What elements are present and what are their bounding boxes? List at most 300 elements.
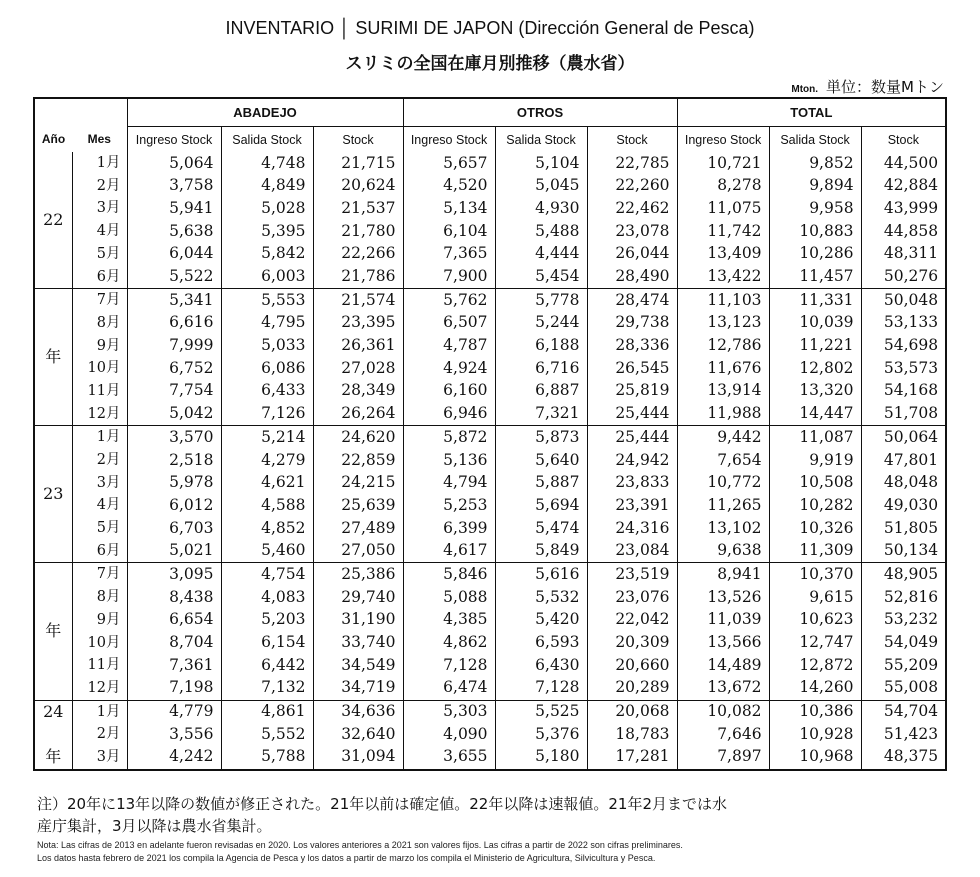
inventory-table (33, 97, 947, 771)
group-header-total: TOTAL (677, 98, 946, 127)
value-cell: 21,537 (313, 197, 403, 220)
table-row (34, 609, 946, 632)
value-cell: 31,094 (313, 746, 403, 770)
value-cell: 11,742 (677, 220, 769, 243)
value-cell: 5,522 (127, 265, 221, 288)
value-cell: 4,588 (221, 494, 313, 517)
value-cell: 11,988 (677, 403, 769, 426)
column-header-year: Año (41, 132, 66, 147)
value-cell: 6,160 (403, 380, 495, 403)
value-cell: 12,747 (769, 631, 861, 654)
value-cell: 5,028 (221, 197, 313, 220)
value-cell: 13,672 (677, 677, 769, 700)
value-cell: 53,133 (861, 312, 946, 335)
note-jp-line1: 注）20年に13年以降の数値が修正された。21年以前は確定値。22年以降は速報値。21年2月までは水 (37, 795, 727, 813)
value-cell: 10,928 (769, 723, 861, 746)
value-cell: 5,638 (127, 220, 221, 243)
value-cell: 14,489 (677, 654, 769, 677)
value-cell: 5,395 (221, 220, 313, 243)
month-cell: 1月 (72, 426, 127, 449)
value-cell: 4,242 (127, 746, 221, 770)
value-cell: 5,778 (495, 289, 587, 312)
year-cell (34, 723, 72, 746)
value-cell: 6,188 (495, 335, 587, 358)
value-cell: 7,900 (403, 265, 495, 288)
value-cell: 5,454 (495, 265, 587, 288)
value-cell: 50,064 (861, 426, 946, 449)
value-cell: 4,930 (495, 197, 587, 220)
group-header-abadejo: ABADEJO (127, 98, 403, 127)
table-row (34, 631, 946, 654)
value-cell: 5,788 (221, 746, 313, 770)
value-cell: 10,386 (769, 700, 861, 723)
value-cell: 9,615 (769, 586, 861, 609)
value-cell: 4,444 (495, 243, 587, 266)
value-cell: 5,203 (221, 609, 313, 632)
value-cell: 7,126 (221, 403, 313, 426)
header-blank (72, 98, 127, 127)
value-cell: 10,968 (769, 746, 861, 770)
value-cell: 13,320 (769, 380, 861, 403)
table-body (34, 152, 946, 770)
value-cell: 34,719 (313, 677, 403, 700)
month-cell: 4月 (96, 223, 121, 240)
value-cell: 5,064 (127, 152, 221, 175)
value-cell: 27,050 (313, 540, 403, 563)
value-cell: 7,754 (127, 380, 221, 403)
value-cell: 6,442 (221, 654, 313, 677)
month-cell: 11月 (87, 657, 121, 674)
value-cell: 6,104 (403, 220, 495, 243)
value-cell: 20,289 (587, 677, 677, 700)
value-cell: 11,265 (677, 494, 769, 517)
value-cell: 53,232 (861, 609, 946, 632)
value-cell: 6,474 (403, 677, 495, 700)
table-row (34, 494, 946, 517)
value-cell: 2,518 (127, 449, 221, 472)
value-cell: 53,573 (861, 357, 946, 380)
table-row (34, 289, 946, 312)
value-cell: 6,003 (221, 265, 313, 288)
unit-label (791, 76, 944, 97)
month-cell: 3月 (96, 748, 121, 765)
value-cell: 5,873 (495, 426, 587, 449)
value-cell: 23,391 (587, 494, 677, 517)
value-cell: 5,842 (221, 243, 313, 266)
value-cell: 21,786 (313, 265, 403, 288)
month-cell: 12月 (87, 405, 121, 422)
value-cell: 52,816 (861, 586, 946, 609)
value-cell: 27,489 (313, 517, 403, 540)
column-header-salida: Salida Stock (769, 127, 861, 153)
value-cell: 5,420 (495, 609, 587, 632)
value-cell: 5,552 (221, 723, 313, 746)
value-cell: 6,399 (403, 517, 495, 540)
value-cell: 5,532 (495, 586, 587, 609)
value-cell: 9,894 (769, 175, 861, 198)
value-cell: 34,549 (313, 654, 403, 677)
value-cell: 24,942 (587, 449, 677, 472)
value-cell: 8,941 (677, 563, 769, 586)
value-cell: 5,872 (403, 426, 495, 449)
value-cell: 3,570 (127, 426, 221, 449)
value-cell: 3,655 (403, 746, 495, 770)
column-header-salida: Salida Stock (495, 127, 587, 153)
value-cell: 5,376 (495, 723, 587, 746)
table-row (34, 152, 946, 175)
value-cell: 50,048 (861, 289, 946, 312)
month-cell: 11月 (87, 382, 121, 399)
table-row (34, 243, 946, 266)
value-cell: 18,783 (587, 723, 677, 746)
value-cell: 6,593 (495, 631, 587, 654)
month-cell: 1月 (72, 700, 127, 723)
value-cell: 48,375 (861, 746, 946, 770)
value-cell: 4,520 (403, 175, 495, 198)
value-cell: 5,694 (495, 494, 587, 517)
value-cell: 51,805 (861, 517, 946, 540)
value-cell: 10,721 (677, 152, 769, 175)
value-cell: 5,525 (495, 700, 587, 723)
value-cell: 51,423 (861, 723, 946, 746)
value-cell: 6,703 (127, 517, 221, 540)
value-cell: 12,872 (769, 654, 861, 677)
month-cell: 10月 (87, 360, 121, 377)
table-row (34, 586, 946, 609)
value-cell: 21,574 (313, 289, 403, 312)
value-cell: 4,795 (221, 312, 313, 335)
column-header-ingreso: Ingreso Stock (677, 127, 769, 153)
month-cell: 3月 (96, 200, 121, 217)
value-cell: 28,474 (587, 289, 677, 312)
value-cell: 5,214 (221, 426, 313, 449)
value-cell: 5,941 (127, 197, 221, 220)
month-cell: 12月 (87, 679, 121, 696)
value-cell: 6,154 (221, 631, 313, 654)
value-cell: 31,190 (313, 609, 403, 632)
value-cell: 5,849 (495, 540, 587, 563)
value-cell: 10,623 (769, 609, 861, 632)
value-cell: 6,887 (495, 380, 587, 403)
value-cell: 7,361 (127, 654, 221, 677)
value-cell: 8,278 (677, 175, 769, 198)
value-cell: 26,545 (587, 357, 677, 380)
value-cell: 5,341 (127, 289, 221, 312)
value-cell: 28,490 (587, 265, 677, 288)
value-cell: 20,068 (587, 700, 677, 723)
value-cell: 3,758 (127, 175, 221, 198)
value-cell: 50,134 (861, 540, 946, 563)
unit-label-short: Mton. (791, 84, 819, 95)
value-cell: 10,370 (769, 563, 861, 586)
value-cell: 51,708 (861, 403, 946, 426)
value-cell: 9,852 (769, 152, 861, 175)
value-cell: 24,316 (587, 517, 677, 540)
value-cell: 22,260 (587, 175, 677, 198)
value-cell: 42,884 (861, 175, 946, 198)
value-cell: 24,620 (313, 426, 403, 449)
value-cell: 17,281 (587, 746, 677, 770)
value-cell: 13,526 (677, 586, 769, 609)
value-cell: 54,704 (861, 700, 946, 723)
year-cell: 年 (34, 563, 72, 700)
value-cell: 23,076 (587, 586, 677, 609)
value-cell: 6,507 (403, 312, 495, 335)
value-cell: 13,123 (677, 312, 769, 335)
value-cell: 6,044 (127, 243, 221, 266)
value-cell: 5,136 (403, 449, 495, 472)
month-cell: 9月 (96, 611, 121, 628)
month-cell: 5月 (96, 245, 121, 262)
value-cell: 13,914 (677, 380, 769, 403)
value-cell: 10,883 (769, 220, 861, 243)
table-row (34, 403, 946, 426)
value-cell: 5,104 (495, 152, 587, 175)
value-cell: 4,083 (221, 586, 313, 609)
value-cell: 43,999 (861, 197, 946, 220)
table-row (34, 746, 946, 770)
month-cell: 1月 (96, 155, 121, 172)
value-cell: 3,556 (127, 723, 221, 746)
value-cell: 5,762 (403, 289, 495, 312)
value-cell: 32,640 (313, 723, 403, 746)
value-cell: 4,787 (403, 335, 495, 358)
value-cell: 9,638 (677, 540, 769, 563)
value-cell: 5,474 (495, 517, 587, 540)
value-cell: 4,862 (403, 631, 495, 654)
month-cell: 8月 (96, 589, 121, 606)
value-cell: 25,386 (313, 563, 403, 586)
value-cell: 24,215 (313, 472, 403, 495)
month-cell: 2月 (96, 452, 121, 469)
year-cell: 23 (34, 426, 72, 563)
value-cell: 28,336 (587, 335, 677, 358)
table-row (34, 654, 946, 677)
value-cell: 7,646 (677, 723, 769, 746)
value-cell: 5,180 (495, 746, 587, 770)
year-cell: 年 (34, 289, 72, 426)
month-cell: 9月 (96, 337, 121, 354)
value-cell: 22,266 (313, 243, 403, 266)
value-cell: 10,082 (677, 700, 769, 723)
value-cell: 6,012 (127, 494, 221, 517)
value-cell: 4,794 (403, 472, 495, 495)
value-cell: 12,802 (769, 357, 861, 380)
month-cell: 3月 (96, 474, 121, 491)
value-cell: 13,102 (677, 517, 769, 540)
value-cell: 6,716 (495, 357, 587, 380)
value-cell: 11,039 (677, 609, 769, 632)
month-cell: 10月 (87, 634, 121, 651)
value-cell: 9,919 (769, 449, 861, 472)
value-cell: 28,349 (313, 380, 403, 403)
value-cell: 47,801 (861, 449, 946, 472)
value-cell: 4,090 (403, 723, 495, 746)
table-row (34, 426, 946, 449)
value-cell: 10,282 (769, 494, 861, 517)
value-cell: 5,460 (221, 540, 313, 563)
value-cell: 9,958 (769, 197, 861, 220)
value-cell: 4,617 (403, 540, 495, 563)
value-cell: 23,084 (587, 540, 677, 563)
value-cell: 34,636 (313, 700, 403, 723)
value-cell: 12,786 (677, 335, 769, 358)
value-cell: 5,553 (221, 289, 313, 312)
value-cell: 5,616 (495, 563, 587, 586)
value-cell: 5,253 (403, 494, 495, 517)
table-row (34, 723, 946, 746)
value-cell: 29,738 (587, 312, 677, 335)
value-cell: 4,748 (221, 152, 313, 175)
column-header-ingreso: Ingreso Stock (127, 127, 221, 153)
column-header-ingreso: Ingreso Stock (403, 127, 495, 153)
value-cell: 22,785 (587, 152, 677, 175)
value-cell: 7,365 (403, 243, 495, 266)
value-cell: 33,740 (313, 631, 403, 654)
unit-label-jp: 単位：数量Mトン (826, 78, 944, 96)
value-cell: 10,508 (769, 472, 861, 495)
month-cell: 7月 (72, 289, 127, 312)
value-cell: 4,385 (403, 609, 495, 632)
value-cell: 23,519 (587, 563, 677, 586)
value-cell: 11,103 (677, 289, 769, 312)
value-cell: 27,028 (313, 357, 403, 380)
note-es-line2: Los datos hasta febrero de 2021 los compila la Agencia de Pesca y los datos a partir de marzo los compila el Ministerio de Agricultura, Silvicultura y Pesca. (37, 853, 656, 863)
value-cell: 13,566 (677, 631, 769, 654)
value-cell: 10,326 (769, 517, 861, 540)
value-cell: 14,260 (769, 677, 861, 700)
month-cell: 6月 (96, 268, 121, 285)
month-cell: 7月 (72, 563, 127, 586)
value-cell: 50,276 (861, 265, 946, 288)
value-cell: 20,660 (587, 654, 677, 677)
value-cell: 7,128 (495, 677, 587, 700)
value-cell: 11,676 (677, 357, 769, 380)
value-cell: 7,128 (403, 654, 495, 677)
value-cell: 5,303 (403, 700, 495, 723)
value-cell: 26,361 (313, 335, 403, 358)
header-blank (34, 98, 72, 127)
table-row (34, 197, 946, 220)
value-cell: 11,309 (769, 540, 861, 563)
column-header-stock: Stock (587, 127, 677, 153)
table-row (34, 220, 946, 243)
value-cell: 55,008 (861, 677, 946, 700)
value-cell: 48,311 (861, 243, 946, 266)
value-cell: 4,849 (221, 175, 313, 198)
value-cell: 23,395 (313, 312, 403, 335)
value-cell: 5,134 (403, 197, 495, 220)
value-cell: 8,704 (127, 631, 221, 654)
value-cell: 25,639 (313, 494, 403, 517)
value-cell: 21,780 (313, 220, 403, 243)
value-cell: 14,447 (769, 403, 861, 426)
value-cell: 7,321 (495, 403, 587, 426)
value-cell: 44,500 (861, 152, 946, 175)
value-cell: 54,168 (861, 380, 946, 403)
value-cell: 11,331 (769, 289, 861, 312)
value-cell: 6,946 (403, 403, 495, 426)
value-cell: 4,861 (221, 700, 313, 723)
column-header-stock: Stock (861, 127, 946, 153)
month-cell: 2月 (96, 177, 121, 194)
year-cell: 24 (34, 700, 72, 723)
value-cell: 5,640 (495, 449, 587, 472)
value-cell: 26,044 (587, 243, 677, 266)
value-cell: 5,244 (495, 312, 587, 335)
table-row (34, 312, 946, 335)
month-cell: 2月 (96, 726, 121, 743)
value-cell: 7,654 (677, 449, 769, 472)
column-header-salida: Salida Stock (221, 127, 313, 153)
value-cell: 25,444 (587, 426, 677, 449)
value-cell: 49,030 (861, 494, 946, 517)
value-cell: 5,088 (403, 586, 495, 609)
value-cell: 7,132 (221, 677, 313, 700)
value-cell: 13,409 (677, 243, 769, 266)
value-cell: 5,045 (495, 175, 587, 198)
value-cell: 9,442 (677, 426, 769, 449)
value-cell: 23,833 (587, 472, 677, 495)
month-cell: 6月 (96, 542, 121, 559)
value-cell: 54,049 (861, 631, 946, 654)
note-es-line1: Nota: Las cifras de 2013 en adelante fueron revisadas en 2020. Los valores anteriores a 2021 son valores fijos. Las cifras a partir de 2022 son cifras preliminares. (37, 840, 683, 850)
document-subtitle: スリミの全国在庫月別推移（農水省） (345, 54, 635, 74)
value-cell: 5,657 (403, 152, 495, 175)
table-row (34, 265, 946, 288)
table-row (34, 677, 946, 700)
value-cell: 21,715 (313, 152, 403, 175)
table-row (34, 700, 946, 723)
value-cell: 22,462 (587, 197, 677, 220)
value-cell: 4,779 (127, 700, 221, 723)
value-cell: 10,039 (769, 312, 861, 335)
value-cell: 6,616 (127, 312, 221, 335)
value-cell: 5,887 (495, 472, 587, 495)
value-cell: 5,042 (127, 403, 221, 426)
value-cell: 6,433 (221, 380, 313, 403)
value-cell: 8,438 (127, 586, 221, 609)
table-row (34, 357, 946, 380)
value-cell: 5,978 (127, 472, 221, 495)
value-cell: 4,754 (221, 563, 313, 586)
value-cell: 4,852 (221, 517, 313, 540)
table-row (34, 540, 946, 563)
value-cell: 10,772 (677, 472, 769, 495)
value-cell: 11,457 (769, 265, 861, 288)
group-header-otros: OTROS (403, 98, 677, 127)
value-cell: 6,086 (221, 357, 313, 380)
value-cell: 13,422 (677, 265, 769, 288)
value-cell: 23,078 (587, 220, 677, 243)
note-jp-line2: 産庁集計，3月以降は農水省集計。 (37, 817, 272, 835)
table-row (34, 517, 946, 540)
month-cell: 4月 (96, 497, 121, 514)
table-row (34, 380, 946, 403)
month-cell: 8月 (96, 314, 121, 331)
value-cell: 5,033 (221, 335, 313, 358)
value-cell: 25,819 (587, 380, 677, 403)
table-row (34, 472, 946, 495)
value-cell: 44,858 (861, 220, 946, 243)
value-cell: 10,286 (769, 243, 861, 266)
value-cell: 3,095 (127, 563, 221, 586)
value-cell: 11,087 (769, 426, 861, 449)
year-cell: 22 (34, 152, 72, 289)
value-cell: 5,846 (403, 563, 495, 586)
value-cell: 55,209 (861, 654, 946, 677)
table-row (34, 449, 946, 472)
